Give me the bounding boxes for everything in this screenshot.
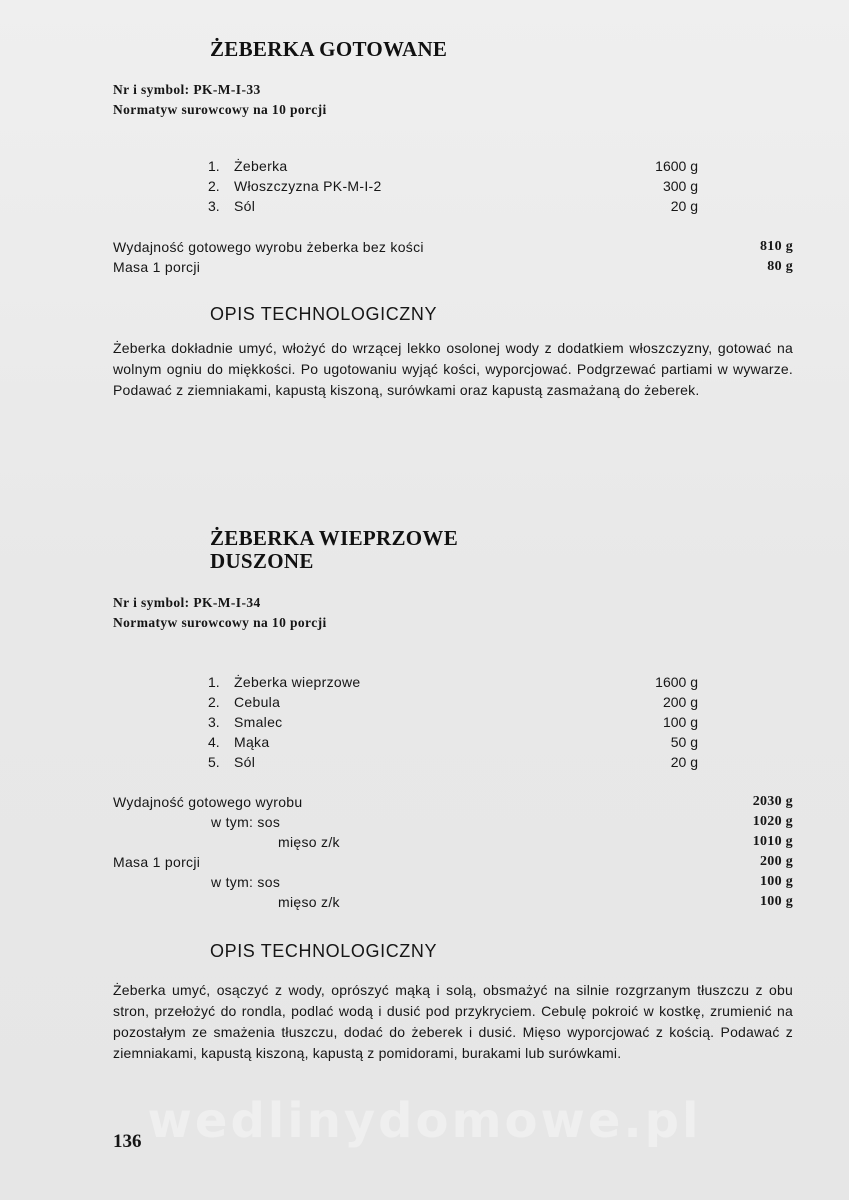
ingredient-number: 2. (208, 694, 220, 710)
ingredient-quantity: 20 g (670, 754, 698, 770)
yield-label: Wydajność gotowego wyrobu żeberka bez kości (113, 239, 424, 255)
ingredient-row (208, 176, 698, 196)
ingredient-name: Włoszczyzna PK-M-I-2 (234, 178, 382, 194)
ingredient-row (208, 692, 698, 712)
ingredient-quantity: 1600 g (655, 674, 698, 690)
yield-label: Masa 1 porcji (113, 259, 201, 275)
ingredient-name: Cebula (234, 694, 281, 710)
ingredient-number: 1. (208, 674, 220, 690)
ingredient-name: Mąka (234, 734, 270, 750)
ingredient-name: Sól (234, 754, 256, 770)
yield-value: 200 g (760, 854, 793, 869)
ingredient-number: 3. (208, 198, 220, 214)
yield-row (113, 257, 793, 277)
yield-row (113, 792, 793, 812)
section-title: OPIS TECHNOLOGICZNY (210, 941, 438, 961)
recipe-normatyw: Normatyw surowcowy na 10 porcji (113, 615, 327, 630)
yield-value: 100 g (760, 894, 793, 909)
yield-label: mięso z/k (278, 834, 340, 850)
ingredient-name: Żeberka wieprzowe (234, 674, 361, 690)
yield-value: 1010 g (752, 834, 793, 849)
ingredient-number: 5. (208, 754, 220, 770)
yield-label: w tym: sos (211, 814, 281, 830)
yield-value: 1020 g (752, 814, 793, 829)
recipe-normatyw: Normatyw surowcowy na 10 porcji (113, 102, 327, 117)
recipe-title: ŻEBERKA GOTOWANE (210, 37, 448, 61)
ingredient-quantity: 50 g (670, 734, 698, 750)
ingredient-name: Sól (234, 198, 256, 214)
ingredient-row (208, 752, 698, 772)
yield-row (113, 872, 793, 892)
ingredient-number: 2. (208, 178, 220, 194)
ingredient-list (208, 672, 698, 772)
watermark: wedlinydomowe.pl (147, 1093, 702, 1149)
yield-label: Wydajność gotowego wyrobu (113, 794, 303, 810)
ingredient-row (208, 732, 698, 752)
ingredient-row (208, 672, 698, 692)
yield-value: 80 g (767, 259, 793, 274)
yield-row (113, 237, 793, 257)
yield-table (113, 237, 793, 277)
recipe-description: Żeberka dokładnie umyć, włożyć do wrzącej lekko osolonej wody z dodatkiem włoszczyzny, gotować na wolnym ogniu do miękkości. Po ugotowaniu wyjąć kości, wyporcjować. Podgrzewać partiami w wywarze. Podawać z ziemniakami, kapustą kiszoną, surówkami oraz kapustą zasmażaną do żeberek. (113, 340, 793, 398)
yield-value: 100 g (760, 874, 793, 889)
ingredient-row (208, 196, 698, 216)
ingredient-number: 1. (208, 158, 220, 174)
ingredient-name: Smalec (234, 714, 283, 730)
page-number: 136 (113, 1131, 142, 1152)
yield-row (113, 852, 793, 872)
yield-row (113, 812, 793, 832)
recipe-title-line2: DUSZONE (210, 549, 314, 573)
ingredient-name: Żeberka (234, 158, 288, 174)
ingredient-quantity: 20 g (670, 198, 698, 214)
ingredient-quantity: 100 g (662, 714, 698, 730)
section-title: OPIS TECHNOLOGICZNY (210, 304, 438, 324)
ingredient-row (208, 712, 698, 732)
yield-label: mięso z/k (278, 894, 340, 910)
ingredient-list (208, 156, 698, 216)
yield-label: Masa 1 porcji (113, 854, 201, 870)
recipe-description: Żeberka umyć, osączyć z wody, oprószyć mąką i solą, obsmażyć na silnie rozgrzanym tłuszczu z obu stron, przełożyć do rondla, podlać wodą i dusić pod przykryciem. Cebulę pokroić w kostkę, zrumienić na pozostałym ze smażenia tłuszczu, dodać do żeberek i dusić. Mięso wyporcjować z kością. Podawać z ziemniakami, kapustą kiszoną, kapustą z pomidorami, burakami lub surówkami. (113, 982, 793, 1061)
yield-label: w tym: sos (211, 874, 281, 890)
ingredient-number: 4. (208, 734, 220, 750)
ingredient-quantity: 300 g (662, 178, 698, 194)
recipe-title: ŻEBERKA WIEPRZOWE (210, 526, 459, 550)
ingredient-quantity: 200 g (662, 694, 698, 710)
yield-table (113, 792, 793, 912)
yield-value: 2030 g (752, 794, 793, 809)
recipe-symbol: Nr i symbol: PK-M-I-34 (113, 595, 261, 610)
yield-row (113, 832, 793, 852)
ingredient-quantity: 1600 g (655, 158, 698, 174)
ingredient-number: 3. (208, 714, 220, 730)
ingredient-row (208, 156, 698, 176)
recipe-symbol: Nr i symbol: PK-M-I-33 (113, 82, 261, 97)
yield-value: 810 g (760, 239, 793, 254)
yield-row (113, 892, 793, 912)
